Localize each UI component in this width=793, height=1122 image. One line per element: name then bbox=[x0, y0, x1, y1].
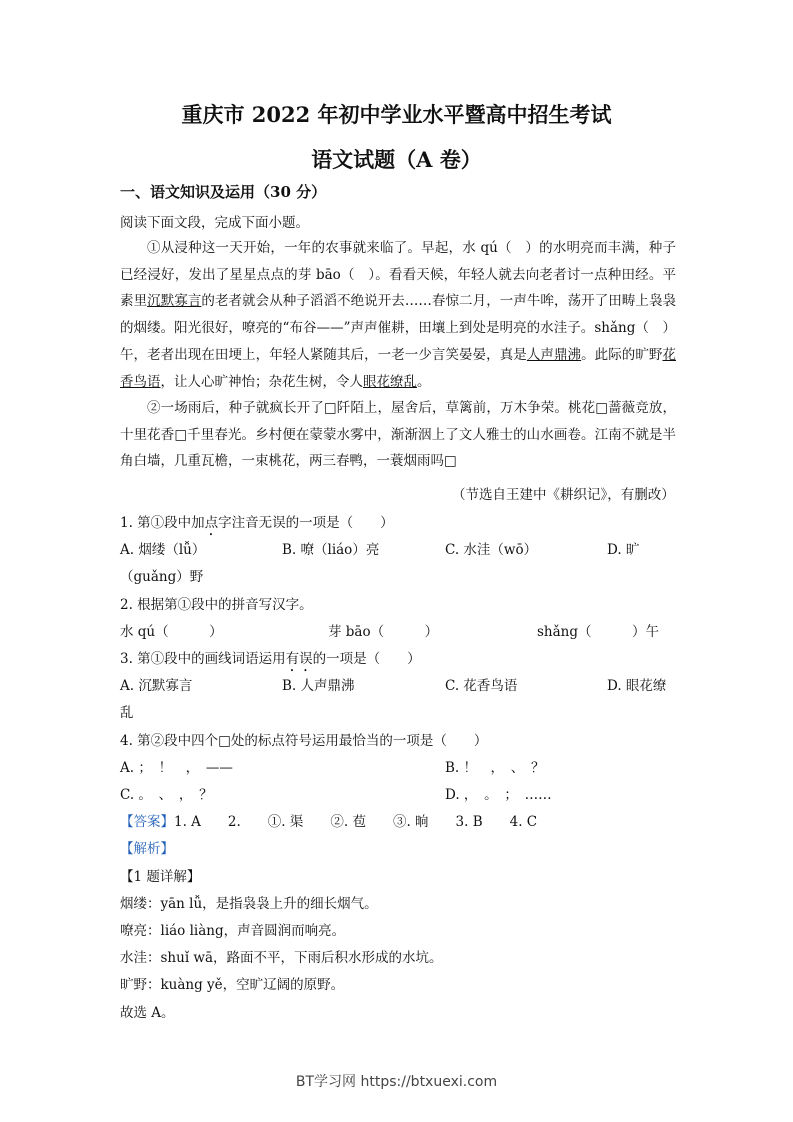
question-3-stem bbox=[120, 647, 421, 675]
q2-blank-qu: 水 qú（ ） bbox=[120, 624, 223, 640]
exam-title: 重庆市 2022 年初中学业水平暨高中招生考试 bbox=[181, 102, 612, 127]
q1-option-a: A. 烟缕（lǚ） bbox=[120, 542, 206, 558]
analysis-tag: 【解析】 bbox=[120, 841, 174, 857]
q2-blank-shang: shǎng（ ）午 bbox=[537, 624, 660, 640]
explanation-line: 旷野：kuàng yě，空旷辽阔的原野。 bbox=[120, 977, 345, 993]
passage-paragraph-1 bbox=[120, 235, 676, 395]
paper-subtitle: 语文试题（A 卷） bbox=[311, 147, 482, 172]
passage-text: ①从浸种这一天开始，一年的农事就来临了。早起，水 qú（ ）的水明亮而丰满，种子已经浸好，发出了星星点点的芽 bāo（ ）。看看天候，年轻人就去向老者讨一点种田经。平素里 bbox=[120, 240, 676, 310]
underlined-phrase: 花香鸟语 bbox=[120, 346, 676, 390]
q1-option-d-cont: （guǎng）野 bbox=[120, 569, 204, 585]
q3-option-c: C. 花香鸟语 bbox=[445, 678, 518, 694]
explanation-line: 烟缕：yān lǚ，是指袅袅上升的细长烟气。 bbox=[120, 896, 378, 912]
question-1-stem bbox=[120, 511, 394, 539]
section-heading: 一、语文知识及运用（30 分） bbox=[120, 183, 327, 201]
q1-option-b: B. 嘹（liáo）亮 bbox=[282, 542, 380, 558]
q2-blank-bao: 芽 bāo（ ） bbox=[328, 624, 439, 640]
q3-option-d-cont: 乱 bbox=[120, 705, 134, 721]
q3-option-a: A. 沉默寡言 bbox=[120, 678, 193, 694]
q4-option-b: B. ！ ， 、 ？ bbox=[445, 760, 545, 776]
explanation-line: 水洼：shuǐ wā，路面不平，下雨后积水形成的水坑。 bbox=[120, 950, 443, 966]
passage-text: 。此际的旷野 bbox=[581, 346, 663, 363]
q3-option-b: B. 人声鼎沸 bbox=[282, 678, 355, 694]
detail-tag: 【1 题详解】 bbox=[120, 869, 201, 885]
reading-instruction: 阅读下面文段，完成下面小题。 bbox=[120, 215, 309, 231]
underlined-phrase: 沉默寡言 bbox=[147, 293, 202, 310]
answer-tag: 【答案】 bbox=[120, 814, 174, 830]
site-watermark[interactable]: BT学习网 https://btxuexi.com bbox=[295, 1074, 498, 1090]
dotted-char: 有误 bbox=[285, 651, 313, 667]
stem-text: 1. 第①段中加 bbox=[120, 515, 205, 531]
conclusion-line: 故选 A。 bbox=[120, 1005, 175, 1021]
q3-option-d: D. 眼花缭 bbox=[607, 678, 667, 694]
q4-option-c: C. 。 、 ， ？ bbox=[120, 787, 213, 803]
q4-option-d: D. ， 。 ； …… bbox=[445, 787, 552, 803]
stem-text: 字注音无误的一项是（ ） bbox=[218, 515, 394, 531]
underlined-phrase: 人声鼎沸 bbox=[526, 346, 582, 363]
stem-text: 的一项是（ ） bbox=[312, 651, 421, 667]
passage-text: 的老者就会从种子滔滔不绝说开去……春惊二月，一声牛哞，荡开了田畴上袅袅的烟缕。阳光很好，嘹亮的“布谷——”声声催耕，田壤上到处是明亮的水洼子。shǎng（ ）午，老者出现在田埂上，年轻人紧随其后，一老一少言笑晏晏，真是 bbox=[120, 293, 677, 363]
question-2-stem: 2. 根据第①段中的拼音写汉字。 bbox=[120, 597, 313, 613]
stem-text: 3. 第①段中的画线词语运用 bbox=[120, 651, 286, 667]
q4-option-a: A. ； ！ ， —— bbox=[120, 760, 233, 776]
passage-text: 。 bbox=[417, 373, 431, 390]
dotted-char: 点 bbox=[204, 515, 219, 531]
answer-line bbox=[120, 810, 537, 830]
q1-option-c: C. 水洼（wō） bbox=[445, 542, 538, 558]
passage-text: ，让人心旷神怡；杂花生树，令人 bbox=[160, 373, 363, 390]
question-4-stem: 4. 第②段中四个□处的标点符号运用最恰当的一项是（ ） bbox=[120, 733, 488, 749]
passage-paragraph-2: ②一场雨后，种子就疯长开了□阡陌上，屋舍后，草篱前，万木争荣。桃花□蔷薇竞放，十里花香□千里春光。乡村便在蒙蒙水雾中，渐渐洇上了文人雅士的山水画卷。江南不就是半角白墙，几重瓦檐，一束桃花，两三春鸭，一蓑烟雨吗□ bbox=[120, 400, 676, 470]
q1-option-d: D. 旷 bbox=[607, 542, 640, 558]
underlined-phrase: 眼花缭乱 bbox=[363, 373, 417, 390]
answer-text: 1. A 2. ①. 渠 ②. 苞 ③. 晌 3. B 4. C bbox=[174, 814, 538, 830]
explanation-line: 嘹亮：liáo liàng，声音圆润而响亮。 bbox=[120, 923, 346, 939]
passage-source: （节选自王建中《耕织记》，有删改） bbox=[452, 487, 675, 503]
